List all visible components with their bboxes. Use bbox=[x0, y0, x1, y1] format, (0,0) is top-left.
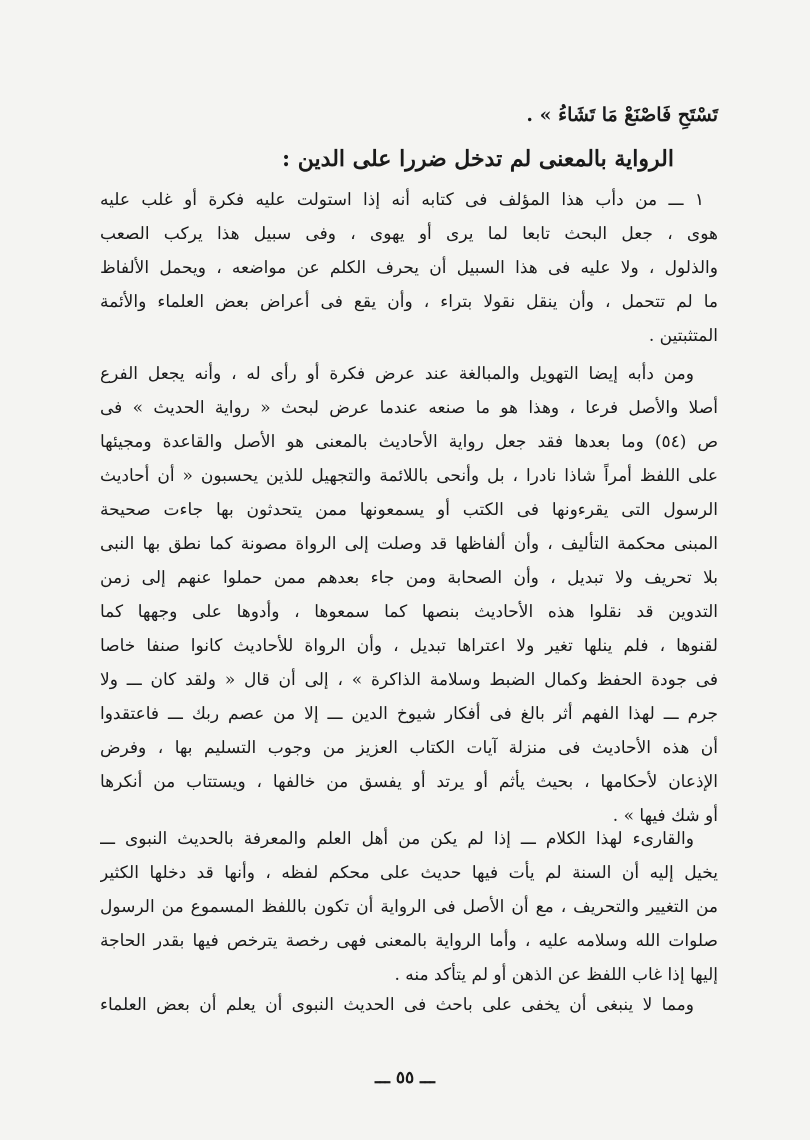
paragraph-4 bbox=[100, 988, 718, 1022]
text-line: من التغيير والتحريف ، مع أن الأصل فى الرواية أن تكون باللفظ المسموع من الرسول bbox=[100, 897, 718, 917]
text-line: المتثبتين . bbox=[648, 326, 718, 346]
text-line: أن هذه الأحاديث فى منزلة آيات الكتاب العزيز من وجوب التسليم بها ، وفرض bbox=[100, 738, 718, 758]
text-line: ومن دأبه إيضا التهويل والمبالغة عند عرض فكرة أو رأى له ، وأنه يجعل الفرع bbox=[100, 364, 694, 384]
paragraph-3 bbox=[100, 822, 718, 992]
text-line: صلوات الله وسلامه عليه ، وأما الرواية بالمعنى فهى رخصة يترخص فيها بقدر الحاجة bbox=[100, 931, 718, 951]
text-line: المبنى محكمة التأليف ، وأن ألفاظها قد وصلت إلى الرواة مصونة كما نطق بها النبى bbox=[100, 534, 718, 554]
text-line: والذلول ، ولا عليه فى هذا السبيل أن يحرف الكلم عن مواضعه ، ويحمل الألفاظ bbox=[100, 258, 718, 278]
text-line: أصلا والأصل فرعا ، وهذا هو ما صنعه عندما عرض لبحث « رواية الحديث » فى bbox=[100, 398, 718, 418]
continuation-line: تَسْتَحِ فَاصْنَعْ مَا تَشَاءُ » . bbox=[526, 104, 718, 126]
text-line: لقنوها ، فلم ينلها تغير ولا اعتراها تبديل ، وأن الرواة للأحاديث كانوا صنفا خاصا bbox=[100, 636, 718, 656]
text-line: على اللفظ أمراً شاذا نادرا ، بل وأنحى باللائمة والتجهيل للذين يحسبون « أن أحاديث bbox=[100, 466, 718, 486]
text-line: فى جودة الحفظ وكمال الضبط وسلامة الذاكرة » ، إلى أن قال « ولقد كان ـــ ولا bbox=[100, 670, 718, 690]
text-line: ١ ـــ من دأب هذا المؤلف فى كتابه أنه إذا استولت عليه فكرة أو غلب عليه bbox=[100, 190, 704, 210]
text-line: التدوين قد نقلوا هذه الأحاديث بنصها كما سمعوها ، وأدوها على وجهها كما bbox=[100, 602, 718, 622]
text-line: يخيل إليه أن السنة لم يأت فيها حديث على محكم لفظه ، وأنها قد دخلها الكثير bbox=[100, 863, 718, 883]
text-line: الرسول التى يقرءونها فى الكتب أو يسمعونها ممن يتحدثون بها جاءت صحيحة bbox=[100, 500, 718, 520]
text-line: ومما لا ينبغى أن يخفى على باحث فى الحديث النبوى أن يعلم أن بعض العلماء bbox=[100, 995, 694, 1015]
text-line: الإذعان لأحكامها ، بحيث يأثم أو يرتد أو يفسق من خالفها ، ويستتاب من أنكرها bbox=[100, 772, 718, 792]
paragraph-1 bbox=[100, 183, 718, 353]
text-line: ما لم تتحمل ، وأن ينقل نقولا بتراء ، وأن يقع فى أعراض بعض العلماء والأئمة bbox=[100, 292, 718, 312]
text-line: هوى ، جعل البحث تابعا لما يرى أو يهوى ، وفى سبيل هذا يركب الصعب bbox=[100, 224, 718, 244]
text-line: أو شك فيها » . bbox=[612, 806, 718, 826]
page-number: ـــ ٥٥ ـــ bbox=[374, 1068, 435, 1088]
text-line: إليها إذا غاب اللفظ عن الذهن أو لم يتأكد منه . bbox=[394, 965, 718, 985]
text-line: بلا تحريف ولا تبديل ، وأن الصحابة ومن جاء بعدهم ممن حملوا عنهم إلى زمن bbox=[100, 568, 718, 588]
section-heading: الرواية بالمعنى لم تدخل ضررا على الدين : bbox=[282, 146, 674, 172]
text-line: ص (٥٤) وما بعدها فقد جعل رواية الأحاديث بالمعنى هو الأصل والقاعدة ومجيئها bbox=[100, 432, 718, 452]
text-line: جرم ـــ لهذا الفهم أثر بالغ فى أفكار شيوخ الدين ـــ إلا من عصم ربك ـــ فاعتقدوا bbox=[100, 704, 718, 724]
paragraph-2 bbox=[100, 357, 718, 833]
text-line: والقارىء لهذا الكلام ـــ إذا لم يكن من أهل العلم والمعرفة بالحديث النبوى ـــ bbox=[100, 829, 694, 849]
